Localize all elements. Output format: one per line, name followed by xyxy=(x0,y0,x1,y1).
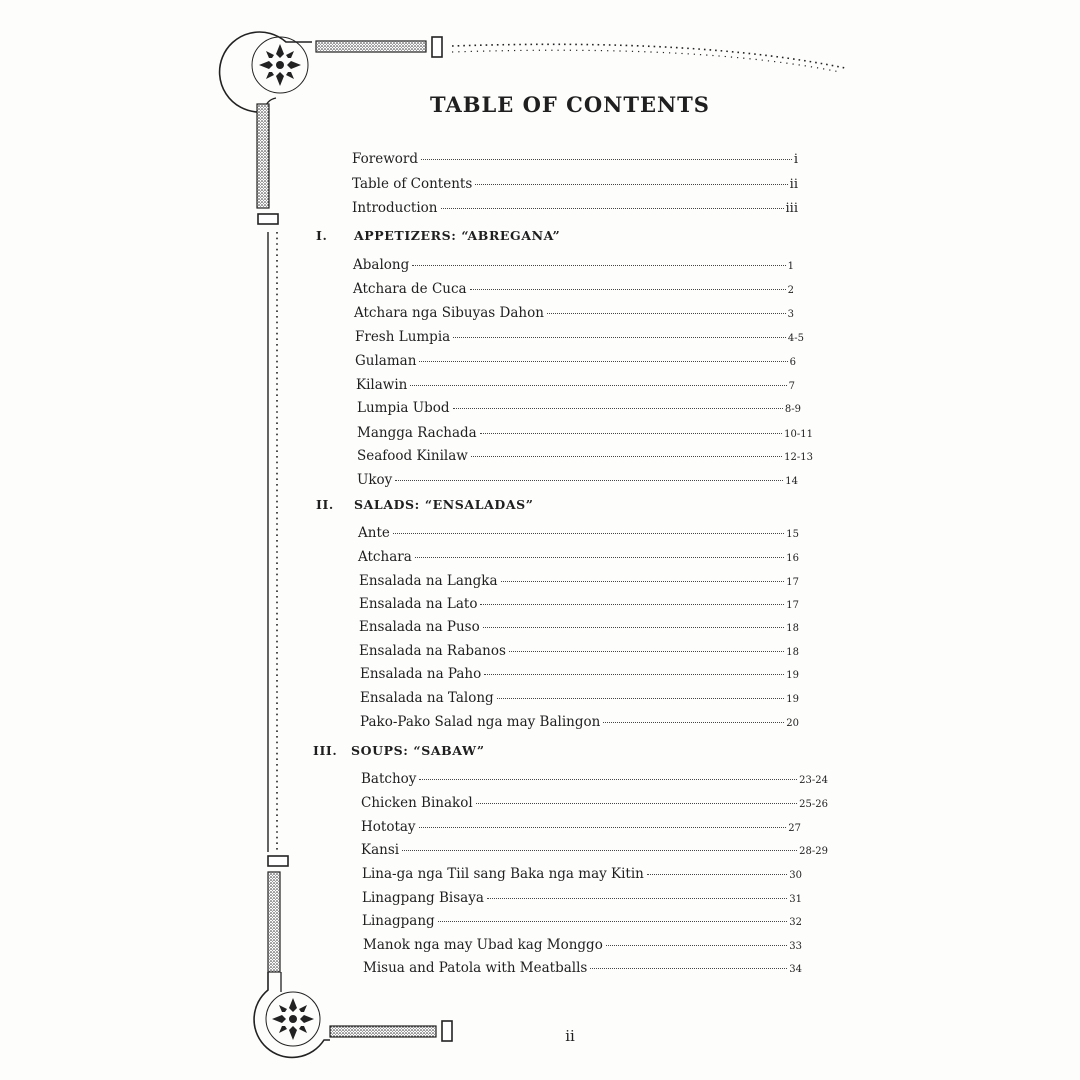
toc-entry[interactable] xyxy=(362,888,802,908)
dot-leader xyxy=(480,604,784,605)
toc-entry-page: ii xyxy=(789,177,798,192)
toc-entry-page: 17 xyxy=(786,577,799,588)
section-numeral: I. xyxy=(316,228,328,243)
dot-leader xyxy=(497,698,785,699)
toc-entry-label: Lumpia Ubod xyxy=(357,400,450,416)
dot-leader xyxy=(412,265,785,266)
dot-leader xyxy=(590,968,787,969)
toc-entry-page: 20 xyxy=(786,718,799,729)
toc-entry[interactable] xyxy=(353,255,794,275)
toc-entry-label: Batchoy xyxy=(361,771,417,787)
toc-entry-label: Abalong xyxy=(353,257,410,273)
toc-entry[interactable] xyxy=(361,793,828,813)
toc-entry-label: Foreword xyxy=(352,151,418,167)
toc-entry[interactable] xyxy=(360,688,799,708)
toc-entry[interactable] xyxy=(362,911,802,931)
toc-entry-table-of-contents[interactable] xyxy=(352,174,798,194)
dot-leader xyxy=(471,456,782,457)
toc-entry[interactable] xyxy=(359,641,799,661)
toc-entry[interactable] xyxy=(357,398,801,418)
toc-entry[interactable] xyxy=(357,423,813,443)
toc-entry[interactable] xyxy=(360,664,799,684)
dot-leader xyxy=(415,557,785,558)
toc-entry-page: iii xyxy=(785,201,798,216)
toc-entry-label: Chicken Binakol xyxy=(361,795,473,811)
toc-entry[interactable] xyxy=(360,712,799,732)
toc-entry-page: 4-5 xyxy=(787,333,804,344)
section-numeral: II. xyxy=(316,497,334,512)
toc-entry-page: 14 xyxy=(785,476,798,487)
toc-entry-label: Table of Contents xyxy=(352,176,473,192)
toc-entry-page: 7 xyxy=(788,381,795,392)
toc-entry[interactable] xyxy=(363,935,802,955)
page-title: TABLE OF CONTENTS xyxy=(430,92,710,117)
dot-leader xyxy=(419,827,787,828)
toc-entry-label: Ukoy xyxy=(357,472,393,488)
toc-entry-label: Kansi xyxy=(361,842,400,858)
dot-leader xyxy=(606,945,787,946)
dot-leader xyxy=(480,433,782,434)
toc-entry-page: 18 xyxy=(786,623,799,634)
toc-entry-label: Ensalada na Paho xyxy=(360,666,482,682)
toc-entry-label: Atchara de Cuca xyxy=(353,281,467,297)
toc-entry-label: Linagpang Bisaya xyxy=(362,890,484,906)
toc-entry[interactable] xyxy=(358,523,799,543)
toc-entry-page: 10-11 xyxy=(784,429,813,440)
toc-entry[interactable] xyxy=(357,470,798,490)
toc-entry-page: 17 xyxy=(786,600,799,611)
dot-leader xyxy=(438,921,788,922)
toc-entry[interactable] xyxy=(359,594,799,614)
toc-entry-label: Ensalada na Rabanos xyxy=(359,643,506,659)
toc-entry-page: 27 xyxy=(788,823,801,834)
toc-entry-label: Atchara nga Sibuyas Dahon xyxy=(354,305,544,321)
page-number-footer: ii xyxy=(565,1027,575,1045)
toc-entry-page: 30 xyxy=(789,870,802,881)
toc-entry[interactable] xyxy=(353,279,794,299)
toc-entry-label: Ensalada na Langka xyxy=(359,573,498,589)
toc-entry-label: Manok nga may Ubad kag Monggo xyxy=(363,937,603,953)
toc-entry-label: Ensalada na Puso xyxy=(359,619,480,635)
toc-entry[interactable] xyxy=(361,840,828,860)
toc-entry[interactable] xyxy=(359,617,799,637)
section-title: SALADS: “ENSALADAS” xyxy=(354,497,534,512)
dot-leader xyxy=(547,313,786,314)
dot-leader xyxy=(395,480,783,481)
toc-entry-label: Misua and Patola with Meatballs xyxy=(363,960,588,976)
dot-leader xyxy=(509,651,784,652)
toc-entry-label: Ante xyxy=(358,525,390,541)
dot-leader xyxy=(410,385,786,386)
toc-entry-label: Atchara xyxy=(358,549,412,565)
toc-entry[interactable] xyxy=(357,446,813,466)
dot-leader xyxy=(647,874,787,875)
toc-entry[interactable] xyxy=(354,303,794,323)
dot-leader xyxy=(484,674,784,675)
toc-entry-label: Gulaman xyxy=(355,353,417,369)
toc-entry[interactable] xyxy=(362,864,802,884)
toc-entry-label: Pako-Pako Salad nga may Balingon xyxy=(360,714,601,730)
toc-entry-page: 16 xyxy=(786,553,799,564)
dot-leader xyxy=(470,289,786,290)
toc-entry-page: i xyxy=(793,152,798,167)
toc-entry-label: Ensalada na Lato xyxy=(359,596,478,612)
toc-entry-foreword[interactable] xyxy=(352,149,798,169)
toc-entry[interactable] xyxy=(358,547,799,567)
toc-entry-label: Kilawin xyxy=(356,377,408,393)
toc-entry-page: 8-9 xyxy=(784,404,801,415)
dot-leader xyxy=(402,850,797,851)
toc-entry[interactable] xyxy=(355,351,796,371)
section-title: APPETIZERS: “ABREGANA” xyxy=(354,228,561,243)
dot-leader xyxy=(476,803,798,804)
toc-entry-page: 1 xyxy=(787,261,794,272)
toc-entry-introduction[interactable] xyxy=(352,198,798,218)
toc-entry-label: Seafood Kinilaw xyxy=(357,448,468,464)
toc-entry[interactable] xyxy=(355,327,804,347)
toc-entry-page: 12-13 xyxy=(784,452,813,463)
dot-leader xyxy=(419,779,797,780)
toc-entry-label: Introduction xyxy=(352,200,438,216)
dot-leader xyxy=(419,361,787,362)
toc-entry-label: Fresh Lumpia xyxy=(355,329,451,345)
toc-entry[interactable] xyxy=(363,958,802,978)
toc-entry-page: 19 xyxy=(786,670,799,681)
dot-leader xyxy=(501,581,785,582)
toc-entry-label: Mangga Rachada xyxy=(357,425,477,441)
toc-entry-label: Hototay xyxy=(361,819,416,835)
toc-entry-page: 31 xyxy=(789,894,802,905)
dot-leader xyxy=(475,184,787,185)
toc-entry-label: Linagpang xyxy=(362,913,435,929)
toc-entry[interactable] xyxy=(361,817,801,837)
toc-entry-page: 28-29 xyxy=(799,846,828,857)
toc-entry-label: Ensalada na Talong xyxy=(360,690,494,706)
dot-leader xyxy=(421,159,792,160)
toc-entry-page: 23-24 xyxy=(799,775,828,786)
toc-entry-page: 19 xyxy=(786,694,799,705)
dot-leader xyxy=(441,208,784,209)
toc-entry-page: 32 xyxy=(789,917,802,928)
dot-leader xyxy=(453,337,786,338)
toc-entry-page: 6 xyxy=(789,357,796,368)
toc-entry[interactable] xyxy=(361,769,828,789)
section-title: SOUPS: “SABAW” xyxy=(351,743,485,758)
toc-entry-page: 34 xyxy=(789,964,802,975)
dot-leader xyxy=(487,898,787,899)
dot-leader xyxy=(483,627,785,628)
toc-entry[interactable] xyxy=(356,375,795,395)
toc-entry-page: 18 xyxy=(786,647,799,658)
toc-entry-page: 3 xyxy=(787,309,794,320)
toc-entry-label: Lina-ga nga Tiil sang Baka nga may Kitin xyxy=(362,866,644,882)
dot-leader xyxy=(453,408,783,409)
dot-leader xyxy=(603,722,784,723)
toc-entry-page: 15 xyxy=(786,529,799,540)
toc-entry-page: 2 xyxy=(787,285,794,296)
toc-entry[interactable] xyxy=(359,571,799,591)
section-numeral: III. xyxy=(313,743,338,758)
dot-leader xyxy=(393,533,784,534)
toc-entry-page: 25-26 xyxy=(799,799,828,810)
toc-entry-page: 33 xyxy=(789,941,802,952)
